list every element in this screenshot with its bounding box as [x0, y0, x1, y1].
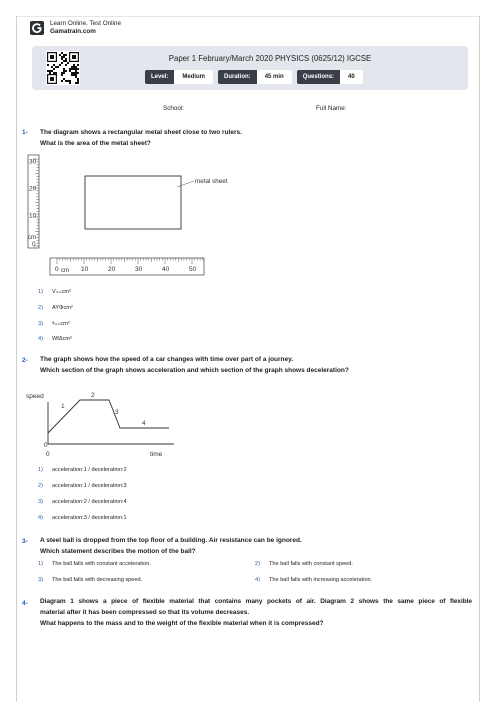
- v-ruler-unit: cm: [28, 235, 36, 241]
- option-text: The ball falls with constant acceleration.: [52, 561, 151, 567]
- level-value: Medium: [174, 70, 213, 84]
- h-tick-label-40: 40: [162, 266, 170, 273]
- qr-module: [73, 66, 75, 68]
- full-name-field-label: Full Name:: [316, 105, 347, 112]
- question-4-number: 4-: [22, 600, 28, 607]
- speed-line: [48, 400, 169, 433]
- qr-module: [51, 70, 53, 72]
- qr-module: [51, 66, 53, 68]
- qr-module: [75, 66, 77, 68]
- qr-module: [73, 68, 75, 70]
- h-tick-label-50: 50: [189, 266, 197, 273]
- section-label-1: 1: [61, 403, 65, 410]
- question-3-option-3[interactable]: [38, 577, 142, 583]
- origin-below: 0: [46, 451, 50, 458]
- question-1-number: 1-: [22, 129, 28, 136]
- qr-module: [55, 72, 57, 74]
- qr-finder-center: [50, 77, 54, 81]
- question-2-number: 2-: [22, 357, 28, 364]
- metal-sheet: [85, 176, 181, 229]
- v-tick-label-20: 20: [29, 185, 37, 193]
- question-1-ruler-diagram: [26, 155, 228, 279]
- qr-module: [69, 70, 71, 72]
- graph-xlabel: time: [150, 451, 163, 458]
- question-3-number: 3-: [22, 538, 28, 545]
- qr-module: [63, 72, 65, 74]
- qr-module: [71, 72, 73, 74]
- option-text: ᵠ₌₌cm²: [52, 321, 70, 327]
- question-1-option-3[interactable]: [38, 321, 70, 327]
- qr-module: [61, 74, 63, 76]
- qr-module: [65, 64, 67, 66]
- qr-module: [73, 64, 75, 66]
- page-frame-right: [479, 16, 480, 702]
- question-1-option-1[interactable]: [38, 289, 71, 295]
- option-number: 2): [38, 483, 43, 489]
- qr-module: [59, 64, 61, 66]
- qr-module: [75, 74, 77, 76]
- graph-origin: 0: [44, 442, 48, 449]
- question-3-text: [40, 535, 302, 557]
- page-frame-top: [16, 16, 480, 17]
- option-number: 1): [38, 467, 43, 473]
- qr-module: [75, 72, 77, 74]
- qr-module: [75, 68, 77, 70]
- v-tick-label-10: 10: [29, 212, 37, 220]
- question-3-option-4[interactable]: [255, 577, 372, 583]
- qr-module: [63, 68, 65, 70]
- option-text: The ball falls with decreasing speed.: [52, 577, 143, 583]
- qr-module: [75, 82, 77, 84]
- qr-module: [67, 80, 69, 82]
- duration-value: 45 min: [257, 70, 292, 84]
- question-1-line-1: The diagram shows a rectangular metal sheet close to two rulers.: [40, 129, 242, 136]
- gamatrain-logo-icon: [30, 21, 44, 35]
- qr-module: [69, 80, 71, 82]
- qr-module: [61, 72, 63, 74]
- h-tick-label-10: 10: [81, 266, 89, 273]
- question-2-text: [40, 354, 349, 376]
- question-3-option-2[interactable]: [255, 561, 353, 567]
- option-text: acceleration:1 / deceleration:3: [52, 483, 127, 489]
- option-text: acceleration:2 / deceleration:4: [52, 499, 127, 505]
- option-text: acceleration:1 / deceleration:2: [52, 467, 127, 473]
- option-text: V₌₌cm²: [52, 289, 71, 295]
- qr-module: [55, 66, 57, 68]
- section-label-4: 4: [142, 420, 146, 427]
- qr-module: [71, 66, 73, 68]
- qr-module: [77, 68, 79, 70]
- section-label-2: 2: [91, 392, 95, 399]
- qr-module: [73, 72, 75, 74]
- option-text: AYΦcm²: [52, 305, 73, 311]
- question-1-text: [40, 127, 242, 149]
- qr-module: [65, 70, 67, 72]
- horizontal-ruler: [50, 258, 204, 275]
- qr-module: [73, 74, 75, 76]
- level-pill: [145, 70, 213, 84]
- question-3-option-1[interactable]: [38, 561, 151, 567]
- school-field-label: School:: [163, 105, 185, 112]
- qr-module: [53, 72, 55, 74]
- brand-domain: Gamatrain.com: [50, 28, 96, 35]
- paper-title: Paper 1 February/March 2020 PHYSICS (0625/12) IGCSE: [168, 54, 372, 63]
- question-2-option-1[interactable]: [38, 467, 127, 473]
- qr-module: [53, 64, 55, 66]
- option-text: The ball falls with increasing acceleration.: [269, 577, 373, 583]
- option-number: 2): [255, 561, 260, 567]
- qr-module: [63, 70, 65, 72]
- metal-sheet-label: metal sheet: [195, 178, 228, 185]
- question-2-option-2[interactable]: [38, 483, 127, 489]
- question-3-line-1: A steel ball is dropped from the top floor of a building. Air resistance can be ignored.: [40, 537, 302, 544]
- option-number: 1): [38, 289, 43, 295]
- option-number: 2): [38, 305, 43, 311]
- qr-module: [57, 66, 59, 68]
- qr-module: [61, 80, 63, 82]
- option-number: 4): [255, 577, 260, 583]
- brand[interactable]: [30, 20, 121, 36]
- option-text: The ball falls with constant speed.: [269, 561, 353, 567]
- qr-module: [71, 74, 73, 76]
- qr-module: [53, 68, 55, 70]
- question-4-text: [40, 596, 472, 629]
- option-number: 3): [38, 321, 43, 327]
- question-1-line-2: What is the area of the metal sheet?: [40, 140, 151, 147]
- paper-header: [32, 46, 468, 90]
- qr-module: [75, 76, 77, 78]
- h-tick-label-30: 30: [135, 266, 143, 273]
- option-number: 4): [38, 336, 43, 342]
- questions-key: Questions:: [297, 70, 340, 84]
- duration-pill: [218, 70, 292, 84]
- questions-value: 40: [340, 70, 363, 84]
- qr-module: [47, 64, 49, 66]
- page-frame-left: [16, 16, 17, 702]
- qr-module: [47, 70, 49, 72]
- paper-meta-pills: [145, 70, 368, 84]
- question-4-line-3: What happens to the mass and to the weight of the flexible material when it is compressed?: [40, 620, 324, 627]
- qr-module: [69, 82, 71, 84]
- option-number: 1): [38, 561, 43, 567]
- h-tick-label-0: 0: [55, 266, 59, 273]
- level-key: Level:: [145, 70, 174, 84]
- graph-ylabel: speed: [26, 393, 44, 400]
- v-tick-label-30: 30: [29, 158, 37, 166]
- qr-module: [77, 78, 79, 80]
- question-4-line-1: Diagram 1 shows a piece of flexible material that contains many pockets of air. Diagram 2 shows the same piece of flexible: [40, 598, 472, 605]
- option-text: WfΔcm²: [52, 336, 72, 342]
- brand-tagline: Learn Online, Test Online: [50, 20, 121, 27]
- qr-module: [77, 80, 79, 82]
- question-2-option-4[interactable]: [38, 515, 127, 521]
- qr-module: [49, 70, 51, 72]
- option-number: 3): [38, 499, 43, 505]
- question-1-option-2[interactable]: [38, 305, 73, 311]
- option-text: acceleration:3 / deceleration:1: [52, 515, 127, 521]
- qr-module: [77, 72, 79, 74]
- option-number: 3): [38, 577, 43, 583]
- qr-module: [65, 80, 67, 82]
- section-label-3: 3: [115, 409, 119, 416]
- question-1-option-4[interactable]: [38, 336, 72, 342]
- qr-module: [71, 68, 73, 70]
- question-2-option-3[interactable]: [38, 499, 127, 505]
- questions-pill: [297, 70, 363, 84]
- qr-module: [49, 72, 51, 74]
- question-4-line-2: material after it has been compressed so that its volume decreases.: [40, 609, 250, 616]
- question-2-line-1: The graph shows how the speed of a car changes with time over part of a journey.: [40, 356, 294, 363]
- qr-module: [63, 78, 65, 80]
- qr-module: [77, 64, 79, 66]
- qr-module: [69, 68, 71, 70]
- qr-module: [77, 82, 79, 84]
- h-tick-label-20: 20: [108, 266, 116, 273]
- qr-module: [75, 70, 77, 72]
- question-3-line-2: Which statement describes the motion of the ball?: [40, 548, 196, 555]
- duration-key: Duration:: [218, 70, 257, 84]
- option-number: 4): [38, 515, 43, 521]
- h-ruler-unit: cm: [61, 268, 69, 274]
- question-2-line-2: Which section of the graph shows acceleration and which section of the graph shows deceleration?: [40, 367, 349, 374]
- v-tick-label-0: 0: [32, 241, 36, 248]
- question-2-speed-time-graph: [24, 388, 184, 460]
